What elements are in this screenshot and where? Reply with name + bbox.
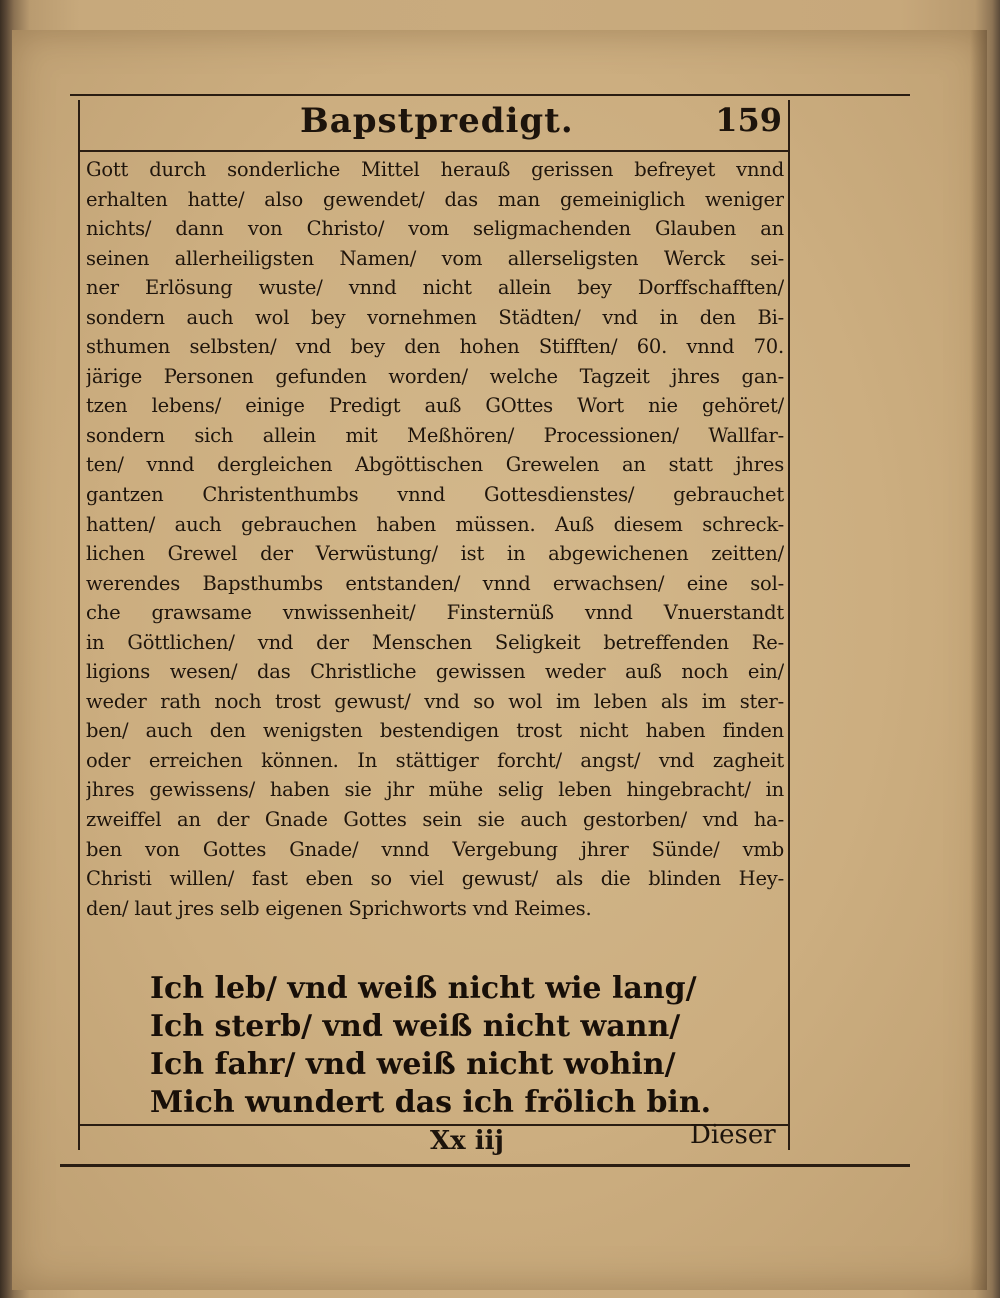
verse-block [150, 970, 750, 1122]
verse-line: Ich sterb/ vnd weiß nicht wann/ [150, 1009, 681, 1044]
catchword: Dieser [690, 1120, 776, 1150]
text-line: ner Erlösung wuste/ vnnd nicht allein bey Dorffschafften/ [86, 276, 784, 300]
text-line: sondern sich allein mit Meßhören/ Processionen/ Wallfar- [86, 423, 784, 447]
text-line: che grawsame vnwissenheit/ Finsternüß vnnd Vnuerstandt [86, 601, 784, 625]
text-line: lichen Grewel der Verwüstung/ ist in abgewichenen zeitten/ [86, 542, 784, 566]
text-line: sthumen selbsten/ vnd bey den hohen Stifften/ 60. vnnd 70. [86, 335, 784, 359]
text-line: gantzen Christenthumbs vnnd Gottesdienstes/ gebrauchet [86, 483, 784, 507]
text-line: Christi willen/ fast eben so viel gewust/ als die blinden Hey- [86, 867, 784, 891]
page-number: 159 [715, 101, 782, 139]
signature-mark: Xx iij [430, 1126, 504, 1156]
text-line: seinen allerheiligsten Namen/ vom allerseligsten Werck sei- [86, 246, 784, 270]
text-line: zweiffel an der Gnade Gottes sein sie auch gestorben/ vnd ha- [86, 808, 784, 832]
text-line: werendes Bapsthumbs entstanden/ vnnd erwachsen/ eine sol- [86, 571, 784, 595]
text-line: weder rath noch trost gewust/ vnd so wol im leben als im ster- [86, 689, 784, 713]
body-text [86, 155, 784, 923]
verse-line: Ich fahr/ vnd weiß nicht wohin/ [150, 1047, 676, 1082]
text-line: oder erreichen können. In stättiger forcht/ angst/ vnd zagheit [86, 748, 784, 772]
text-line: hatten/ auch gebrauchen haben müssen. Auß diesem schreck- [86, 512, 784, 536]
text-line: tzen lebens/ einige Predigt auß GOttes Wort nie gehöret/ [86, 394, 784, 418]
text-line: ben/ auch den wenigsten bestendigen trost nicht haben finden [86, 719, 784, 743]
text-line: erhalten hatte/ also gewendet/ das man gemeiniglich weniger [86, 187, 784, 211]
text-line: in Göttlichen/ vnd der Menschen Seligkeit betreffenden Re- [86, 630, 784, 654]
text-line: ten/ vnnd dergleichen Abgöttischen Grewelen an statt jhres [86, 453, 784, 477]
text-line: Gott durch sonderliche Mittel herauß gerissen befreyet vnnd [86, 158, 784, 181]
bottom-rule [60, 1164, 910, 1167]
text-line: ligions wesen/ das Christliche gewissen weder auß noch ein/ [86, 660, 784, 684]
text-line: nichts/ dann von Christo/ vom seligmachenden Glauben an [86, 217, 784, 241]
page-edge-shadow [970, 30, 987, 1290]
verse-line: Ich leb/ vnd weiß nicht wie lang/ [150, 971, 697, 1006]
text-line: sondern auch wol bey vornehmen Städten/ vnd in den Bi- [86, 305, 784, 329]
header-rule [78, 150, 790, 152]
text-line: järige Personen gefunden worden/ welche Tagzeit jhres gan- [86, 364, 784, 388]
running-head: Bapstpredigt. [300, 101, 574, 141]
verse-line: Mich wundert das ich frölich bin. [150, 1085, 712, 1120]
text-line: ben von Gottes Gnade/ vnnd Vergebung jhrer Sünde/ vmb [86, 837, 784, 861]
text-line: den/ laut jres selb eigenen Sprichworts vnd Reimes. [86, 896, 592, 920]
text-line: jhres gewissens/ haben sie jhr mühe selig leben hingebracht/ in [86, 778, 784, 802]
top-rule [70, 94, 910, 96]
